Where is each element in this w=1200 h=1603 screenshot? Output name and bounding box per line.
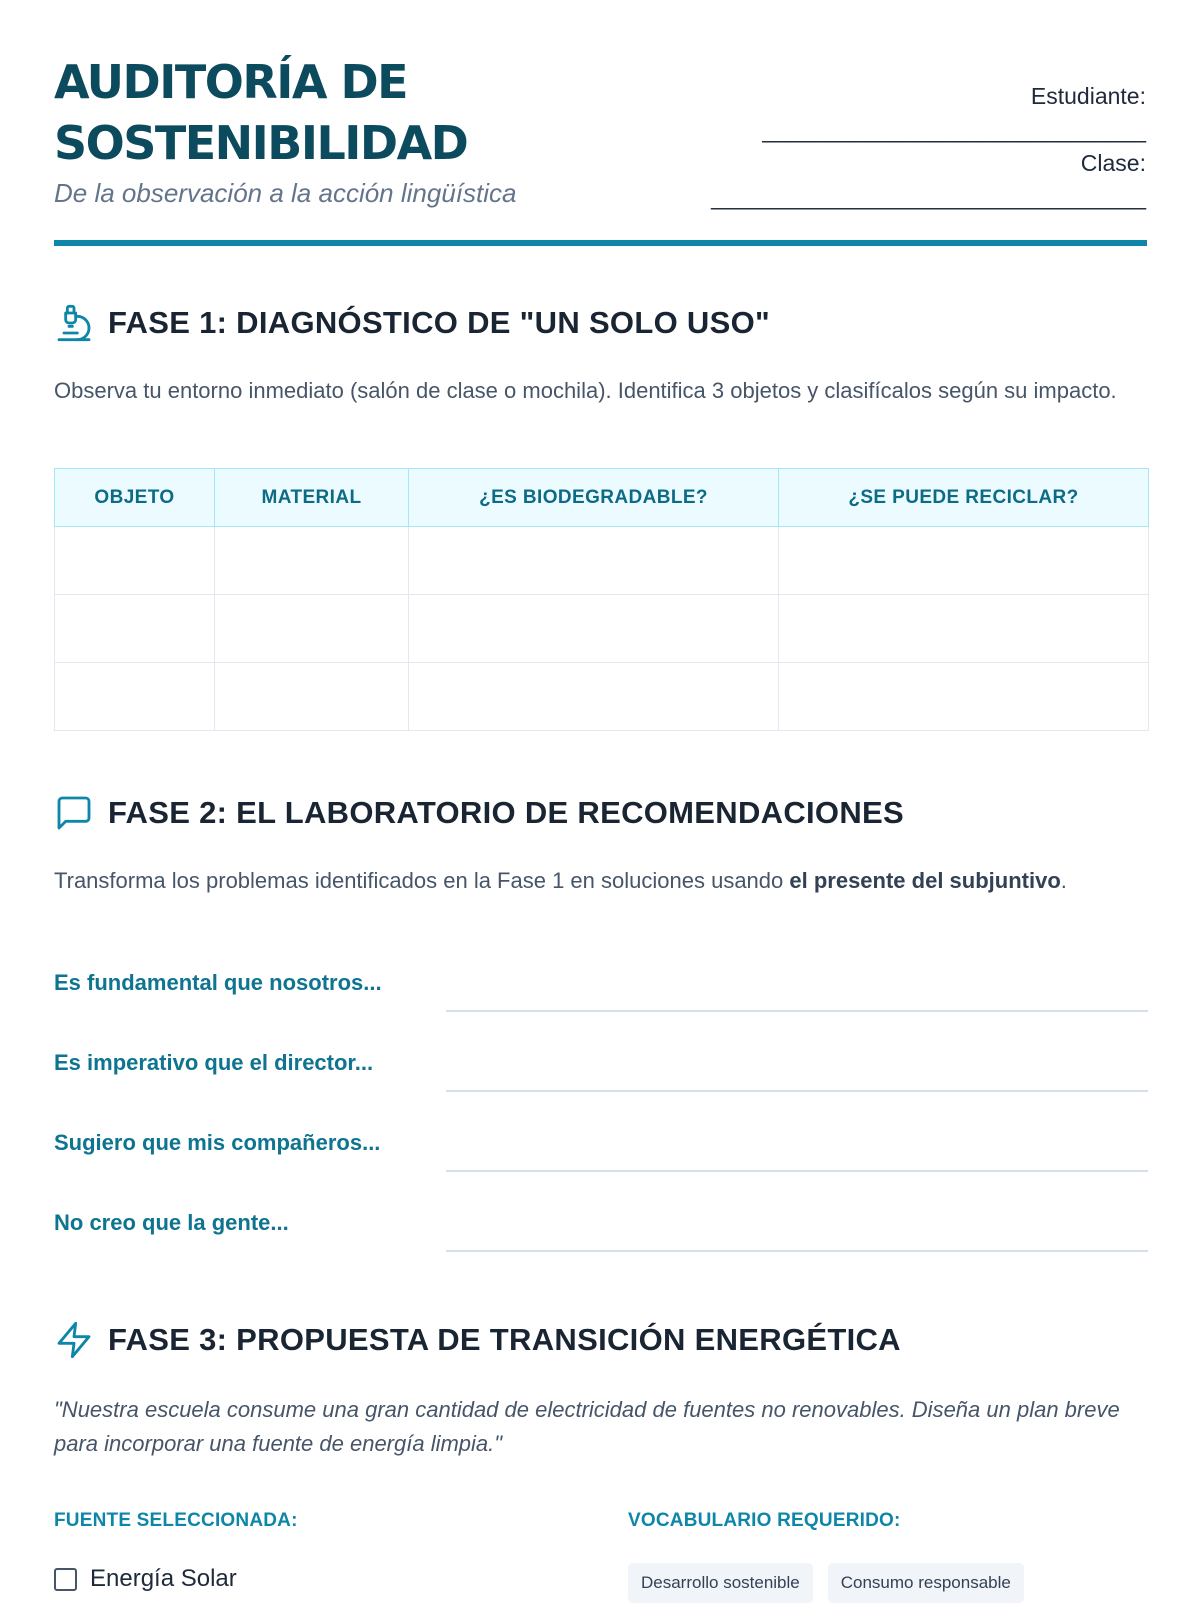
student-label: Estudiante: — [1030, 83, 1146, 109]
phase3-quote: "Nuestra escuela consume una gran cantidad de electricidad de fuentes no renovables. Diseña un plan breve para incorporar una fuente de energía limpia." — [54, 1397, 1120, 1456]
answer-line[interactable] — [446, 1170, 1148, 1172]
microscope-icon — [54, 303, 94, 343]
table-cell[interactable] — [215, 527, 409, 595]
phase1-description: Observa tu entorno inmediato (salón de clase o mochila). Identifica 3 objetos y clasifícalos según su impacto. — [54, 378, 1117, 403]
phase2-heading — [54, 793, 904, 833]
phase1-title: FASE 1: DIAGNÓSTICO DE "UN SOLO USO" — [108, 305, 770, 340]
title-line-2: SOSTENIBILIDAD — [54, 116, 468, 170]
phase2-title: FASE 2: EL LABORATORIO DE RECOMENDACIONES — [108, 795, 904, 830]
prompt-label: No creo que la gente... — [54, 1210, 289, 1235]
phase2-description — [54, 864, 1144, 898]
answer-line[interactable] — [446, 1090, 1148, 1092]
vocab-chip: Consumo responsable — [828, 1563, 1024, 1603]
phase3-title: FASE 3: PROPUESTA DE TRANSICIÓN ENERGÉTICA — [108, 1322, 901, 1357]
prompt-label: Es fundamental que nosotros... — [54, 970, 382, 995]
column-header: ¿ES BIODEGRADABLE? — [409, 469, 779, 527]
description-end: . — [1060, 868, 1067, 893]
energy-option-solar[interactable] — [54, 1565, 237, 1593]
table-cell[interactable] — [779, 527, 1149, 595]
vocab-chip: Desarrollo sostenible — [628, 1563, 813, 1603]
column-header: MATERIAL — [215, 469, 409, 527]
option-label: Energía Solar — [90, 1565, 237, 1592]
table-cell[interactable] — [409, 595, 779, 663]
description-text: Transforma los problemas identificados en la Fase 1 en soluciones usando — [54, 868, 790, 893]
description-emphasis: el presente del subjuntivo — [789, 868, 1061, 893]
answer-line[interactable] — [446, 1010, 1148, 1012]
student-name-field[interactable]: ______________________________ — [762, 117, 1146, 143]
prompt-row — [54, 1050, 1148, 1094]
page-subtitle: De la observación a la acción lingüística — [54, 178, 517, 208]
table-cell[interactable] — [55, 595, 215, 663]
page-title — [54, 52, 614, 174]
title-line-1: AUDITORÍA DE — [54, 55, 408, 109]
header-divider — [54, 240, 1147, 246]
class-label: Clase: — [1080, 150, 1146, 176]
vocab-list — [628, 1563, 1024, 1603]
diagnostic-table — [54, 468, 1149, 731]
source-label: FUENTE SELECCIONADA: — [54, 1510, 298, 1531]
message-square-icon — [54, 793, 94, 833]
prompt-row — [54, 1210, 1148, 1254]
table-cell[interactable] — [55, 663, 215, 731]
table-row — [55, 663, 1149, 731]
class-field[interactable]: __________________________________ — [711, 184, 1146, 210]
prompt-label: Es imperativo que el director... — [54, 1050, 374, 1075]
table-cell[interactable] — [409, 527, 779, 595]
vocab-label: VOCABULARIO REQUERIDO: — [628, 1510, 901, 1531]
prompt-row — [54, 1130, 1148, 1174]
column-header: OBJETO — [55, 469, 215, 527]
checkbox[interactable] — [54, 1568, 77, 1591]
phase1-heading — [54, 303, 770, 343]
column-header: ¿SE PUEDE RECICLAR? — [779, 469, 1149, 527]
table-cell[interactable] — [215, 663, 409, 731]
answer-line[interactable] — [446, 1250, 1148, 1252]
prompt-label: Sugiero que mis compañeros... — [54, 1130, 381, 1155]
table-header-row — [55, 469, 1149, 527]
table-row — [55, 527, 1149, 595]
table-cell[interactable] — [55, 527, 215, 595]
table-cell[interactable] — [779, 595, 1149, 663]
phase3-heading — [54, 1320, 901, 1360]
table-cell[interactable] — [409, 663, 779, 731]
table-cell[interactable] — [779, 663, 1149, 731]
table-cell[interactable] — [215, 595, 409, 663]
prompt-row — [54, 970, 1148, 1014]
student-info — [711, 80, 1146, 214]
zap-icon — [54, 1320, 94, 1360]
table-row — [55, 595, 1149, 663]
